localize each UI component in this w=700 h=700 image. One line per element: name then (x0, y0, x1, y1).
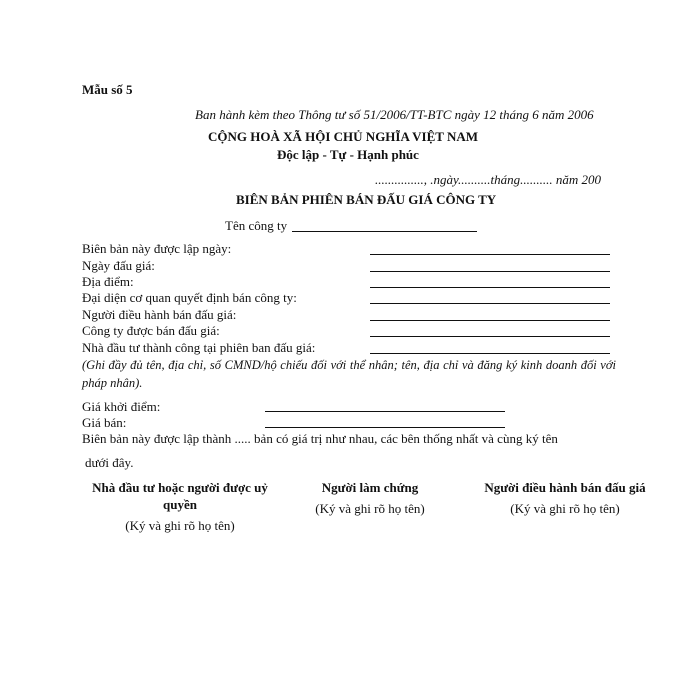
date-line: ..............., .ngày..........tháng.......... năm 200 (375, 172, 602, 187)
closing-statement: Biên bản này được lập thành ..... bản có giá trị như nhau, các bên thống nhất và cùng ký tên (82, 431, 558, 446)
closing-statement-end: dưới đây. (85, 455, 134, 470)
field-selling-price: Giá bán: (82, 415, 127, 430)
field-company-sold-line (370, 336, 610, 337)
document-title: BIÊN BẢN PHIÊN BÁN ĐẤU GIÁ CÔNG TY (236, 192, 497, 207)
field-authority-rep-line (370, 303, 610, 304)
investor-note: (Ghi đầy đủ tên, địa chỉ, số CMND/hộ chiếu đối với thể nhân; tên, địa chỉ và đăng ký kinh doanh đối với pháp nhân). (82, 358, 616, 390)
signature-witness-title: Người làm chứng (321, 480, 419, 495)
national-title: CỘNG HOÀ XÃ HỘI CHỦ NGHĨA VIỆT NAM (208, 129, 479, 144)
signature-investor-title: Nhà đầu tư hoặc người được uỷ quyền (92, 480, 268, 512)
field-starting-price-line (265, 411, 505, 412)
field-record-date: Biên bản này được lập ngày: (82, 241, 232, 256)
field-auctioneer: Người điều hành bán đấu giá: (82, 307, 237, 322)
field-company-sold: Công ty được bán đấu giá: (82, 323, 220, 338)
field-location: Địa điểm: (82, 274, 134, 289)
field-selling-price-line (265, 427, 505, 428)
company-name-label: Tên công ty (225, 218, 288, 233)
field-winning-investor-line (370, 353, 610, 354)
field-auctioneer-line (370, 320, 610, 321)
company-name-line (292, 231, 477, 232)
issued-by-note: Ban hành kèm theo Thông tư số 51/2006/TT-BTC ngày 12 tháng 6 năm 2006 (195, 107, 594, 122)
field-auction-date: Ngày đấu giá: (82, 258, 155, 273)
field-authority-rep: Đại diện cơ quan quyết định bán công ty: (82, 290, 297, 305)
field-record-date-line (370, 254, 610, 255)
signature-auctioneer-title: Người điều hành bán đấu giá (484, 480, 646, 495)
form-number: Mẫu số 5 (82, 82, 133, 97)
field-auction-date-line (370, 271, 610, 272)
national-motto: Độc lập - Tự - Hạnh phúc (277, 147, 419, 162)
signature-investor-sub: (Ký và ghi rõ họ tên) (125, 518, 235, 533)
field-location-line (370, 287, 610, 288)
signature-witness-sub: (Ký và ghi rõ họ tên) (315, 501, 425, 516)
signature-auctioneer-sub: (Ký và ghi rõ họ tên) (510, 501, 620, 516)
field-winning-investor: Nhà đầu tư thành công tại phiên ban đấu giá: (82, 340, 316, 355)
field-starting-price: Giá khởi điểm: (82, 399, 161, 414)
